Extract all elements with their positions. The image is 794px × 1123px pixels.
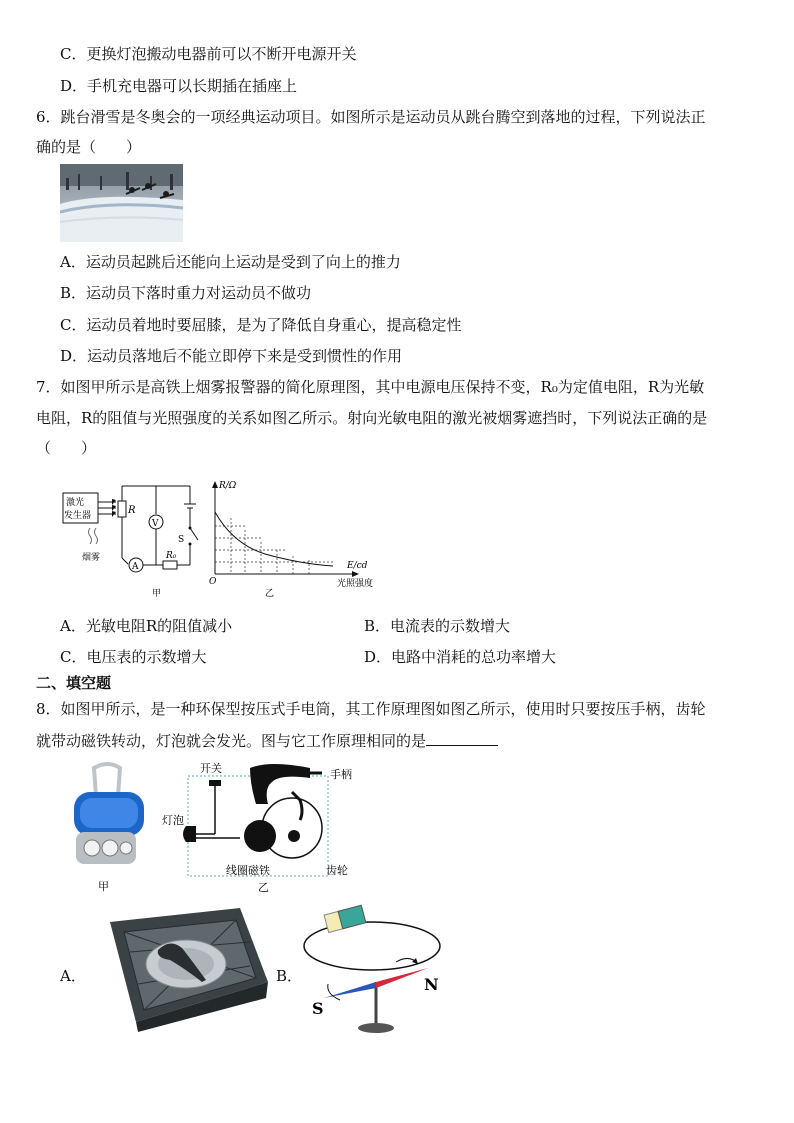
handle-label: 手柄 xyxy=(330,768,352,781)
sinan-compass-photo xyxy=(90,902,270,1032)
q6-option-a: A．运动员起跳后还能向上运动是受到了向上的推力 xyxy=(60,253,401,271)
q7-option-c: C．电压表的示数增大 xyxy=(60,648,207,666)
circuit-caption: 甲 xyxy=(152,589,162,599)
ammeter-label: A xyxy=(132,562,139,572)
q6-option-b: B．运动员下落时重力对运动员不做功 xyxy=(60,284,312,302)
smoke-alarm-circuit xyxy=(60,478,210,603)
laser-label-line1: 激光 xyxy=(66,498,85,508)
voltmeter-label: V xyxy=(152,519,159,529)
q5-option-c: C．更换灯泡搬动电器前可以不断开电源开关 xyxy=(60,45,357,63)
q7-option-a: A．光敏电阻R的阻值减小 xyxy=(60,617,233,635)
section-heading: 二、填空题 xyxy=(36,674,112,692)
q6-option-d: D．运动员落地后不能立即停下来是受到惯性的作用 xyxy=(60,347,403,365)
graph-x-caption: 光照强度 xyxy=(337,579,374,589)
q7-stem-line3: （ ） xyxy=(36,439,97,457)
q6-option-c: C．运动员着地时要屈膝，是为了降低自身重心，提高稳定性 xyxy=(60,316,462,334)
flashlight-principle-diagram xyxy=(160,760,360,895)
graph-y-label: R/Ω xyxy=(219,481,237,491)
ski-jump-photo xyxy=(60,164,183,242)
switch-label: 开关 xyxy=(200,762,222,775)
laser-label-line2: 发生器 xyxy=(64,511,92,521)
q7-stem-line1: 7．如图甲所示是高铁上烟雾报警器的简化原理图，其中电源电压保持不变，R₀为定值电阻，R为光敏 xyxy=(36,378,705,396)
switch-label: S xyxy=(178,535,185,545)
resistor-r0-label: R₀ xyxy=(166,551,177,561)
smoke-label: 烟雾 xyxy=(82,553,101,563)
gear-label: 齿轮 xyxy=(326,864,348,877)
q8-stem-line2 xyxy=(36,731,498,751)
graph-origin: O xyxy=(209,577,217,587)
current-magnetic-effect-diagram xyxy=(300,902,460,1040)
graph-x-label: E/cd xyxy=(347,561,368,571)
q7-stem-line2: 电阻，R的阻值与光照强度的关系如图乙所示。射向光敏电阻的激光被烟雾遮挡时，下列说法正确的是 xyxy=(36,409,708,427)
q7-option-d: D．电路中消耗的总功率增大 xyxy=(364,648,557,666)
q8-stem-line2-text: 就带动磁铁转动，灯泡就会发光。图与它工作原理相同的是 xyxy=(36,732,427,750)
q8-option-b-label: B． xyxy=(276,967,303,985)
resistance-light-graph xyxy=(205,478,390,603)
graph-caption: 乙 xyxy=(265,589,275,599)
south-pole-label: S xyxy=(312,999,324,1018)
q8-stem-line1: 8．如图甲所示，是一种环保型按压式手电筒，其工作原理图如图乙所示，使用时只要按压手柄，齿轮 xyxy=(36,700,706,718)
fig-yi-caption: 乙 xyxy=(258,881,269,894)
q5-option-d: D．手机充电器可以长期插在插座上 xyxy=(60,77,298,95)
q8-option-a-label: A． xyxy=(60,967,86,985)
answer-blank[interactable] xyxy=(426,731,498,746)
resistor-r-label: R xyxy=(128,505,136,516)
coil-magnet-label: 线圈磁铁 xyxy=(226,864,270,877)
bulb-label: 灯泡 xyxy=(162,814,184,827)
q6-stem-line2: 确的是（ ） xyxy=(36,138,142,156)
fig-jia-caption: 甲 xyxy=(98,880,109,892)
north-pole-label: N xyxy=(424,975,439,994)
q6-stem-line1: 6．跳台滑雪是冬奥会的一项经典运动项目。如图所示是运动员从跳台腾空到落地的过程，下列说法正 xyxy=(36,108,706,126)
q7-option-b: B．电流表的示数增大 xyxy=(364,617,511,635)
flashlight-photo xyxy=(64,762,150,892)
